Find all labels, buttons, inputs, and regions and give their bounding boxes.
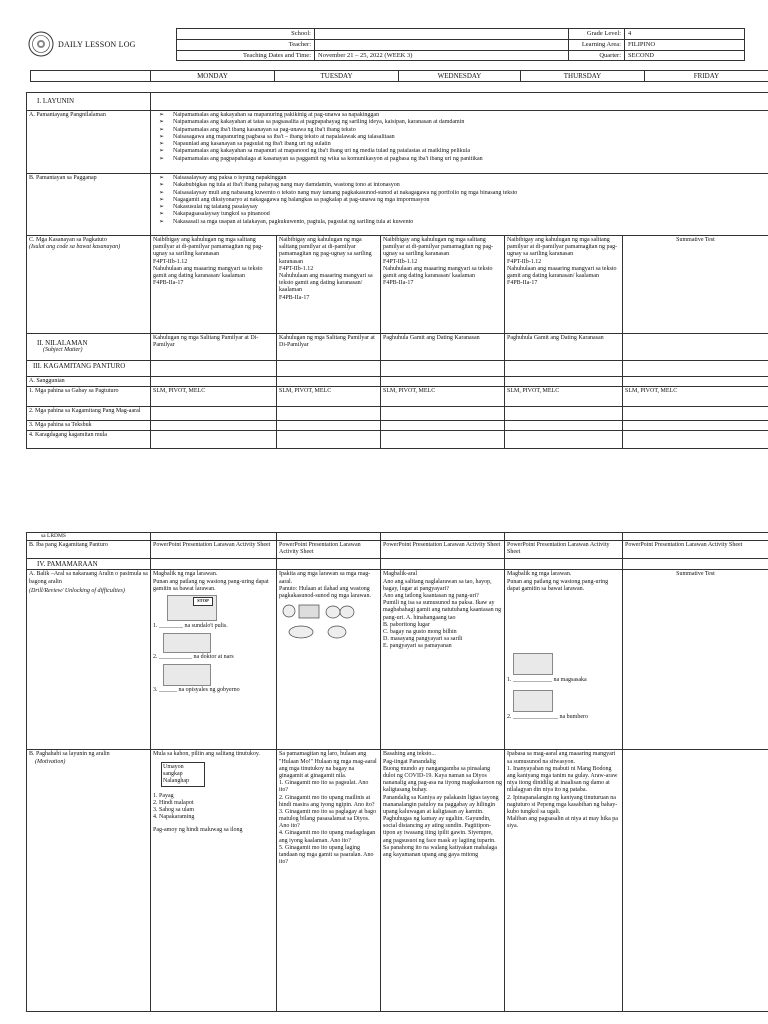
pamantayang-nilalaman-label: A. Pamantayang Pangnilalaman [27,111,151,174]
balik-aral-monday-text: Magbalik ng mga larawan. Punan ang patlang ng wastong pang-uring dapat gamitin sa bawat larawan. [153,571,269,592]
word-box-item-3: Nalanghap [163,777,189,784]
pamantayan-pagganap-item: ➢ Nagagamit ang diksiyonaryo at nakagagawa ng balangkas sa pagkalap at pag-unawa ng mga impormasyon [157,197,766,204]
balik-aral-tuesday [277,570,381,750]
balik-aral-monday [151,570,277,750]
paghahabi-monday-list-item: 1. Payag [153,793,174,800]
lesson-table-page-2 [26,532,768,1012]
r4-c1 [151,431,277,449]
dates-value: November 21 – 25, 2022 (WEEK 3) [315,50,569,61]
nilalaman-thursday: Paghuhula Gamit ang Dating Karanasan [505,334,623,361]
day-header-blank [31,71,151,82]
pamantayan-pagganap-item: ➢ Naisasalaysay ang paksa o isyung napakinggan [157,175,766,182]
day-wednesday: WEDNESDAY [399,71,521,82]
nilalaman-sub: (Subject Matter) [43,347,83,354]
r2-c2 [277,407,381,421]
teacher-label: Teacher: [177,39,315,50]
r2-c4 [505,407,623,421]
kasanayan-thursday: Naibibigay ang kahulugan ng mga salitang pamilyar at di-pamilyar pamamagitan ng pag-ugnay sa sariling karanasan F4PT-IIb-1.12 Nahuhulaan ang maaaring mangyari sa teksto gamit ang dating karanasan/ kaalaman F4PB-IIa-17 [505,236,623,334]
paghahabi-wednesday: Basahing ang teksto... Pag-iingat Panandalig Buong mundo ay nangangamba sa pinsalang dulot ng COVID-19. Kaya naman sa Diyos nananalig ang pag-asa na iiyong magkakaroon ng kaligtasang buhay. Panandalig sa Kaniya ay palakasin ligtas tayong mananalangin patuloy na paggabay ay hilingin upang kaluwagan at kaligtasan ay kamtin. Paghuhugas ng kamay ay ugaliin. Gayundin, social distancing ay ating sundin. Pagtitipon-tipon ay iwasang iiing ipilit gawin. Siyempre, ang pagsusuot ng face mask ay lagiing tuparin. Sa panahong ito na walang katiyakan mahalaga ang kayamanan upang ang gaya mitong [381,750,505,1012]
paghahabi-monday-list-item: 4. Napakaraming [153,814,195,821]
paghahabi-tuesday: Sa pamamagitan ng laro, hulaan ang "Hulaan Mo!" Hulaan ng mga mag-aaral ang mga tinutukoy na bagay na ginagamit at ginagamit nila. 1. Ginagamit mo ito sa pagsulat. Ano ito? 2. Ginagamit mo ito upang mailinis at hindi masira ang iyong ngipin. Ano ito? 3. Ginagamit mo ito sa paglagay at bago matulog bilang pasasalamat sa Diyos. Ano ito? 4. Ginagamit mo ito upang madagdagan ang iyong kaalaman. Ano ito? 5. Ginagamit mo ito upang laging tandaan ng mga gamit sa paaralan. Ano ito? [277,750,381,1012]
day-tuesday: TUESDAY [275,71,399,82]
day-header-row [30,70,768,82]
gabay-label: 1. Mga pahina sa Gabay sa Pagtuturo [27,387,151,407]
day-thursday: THURSDAY [521,71,645,82]
r3-c5 [623,421,768,431]
balik-aral-friday: Summative Test [623,570,768,750]
kagamitan-c2 [277,361,381,377]
kagamitan-c3 [381,361,505,377]
r3-c4 [505,421,623,431]
r4-c5 [623,431,768,449]
paghahabi-sub: (Motivation) [35,758,66,765]
kasanayan-title: C. Mga Kasanayan sa Pagkatuto [29,237,107,243]
gabay-monday: SLM, PIVOT, MELC [151,387,277,407]
doctor-picture [163,633,211,653]
r2-c5 [623,407,768,421]
paghahabi-monday-list [153,793,274,821]
grade-label: Grade Level: [569,29,625,40]
r3-c1 [151,421,277,431]
header-title: DAILY LESSON LOG [58,40,136,49]
p2-top-c3 [381,533,505,541]
header-logo-block [26,28,176,64]
p2-top-c4 [505,533,623,541]
school-label: School: [177,29,315,40]
iba-pang-kagamitan-label: B. Iba pang Kagamitang Panturo [27,541,151,559]
nilalaman-tuesday: Kahulugan ng mga Salitang Pamilyar at Di-Pamilyar [277,334,381,361]
paghahabi-label [27,750,151,1012]
farmer-picture [513,653,553,675]
r4-c2 [277,431,381,449]
day-friday: FRIDAY [645,71,768,82]
pamantayang-nilalaman-item: ➢ Naipamamalas ang pagpapahalaga at kasanayan sa paggamit ng wika sa komunikasyon at pagbasa ng iba't ibang uri ng panitikan [157,156,766,163]
pamantayan-pagganap-item: ➢ Nakabubigkas ng tula at iba't ibang pahayag nang may damdamin, wastong tono at intonasyon [157,182,766,189]
firefighter-picture [513,690,553,712]
quarter-value: SECOND [625,50,745,61]
area-label: Learning Area: [569,39,625,50]
kasanayan-friday: Summative Test [623,236,768,334]
kasanayan-wednesday: Naibibigay ang kahulugan ng mga salitang pamilyar at di-pamilyar pamamagitan ng pag-ugnay sa sariling karanasan F4PT-IIb-1.12 Nahuhulaan ang maaaring mangyari sa teksto gamit ang dating karanasan/ kaalaman F4PB-IIa-17 [381,236,505,334]
iba-pang-monday: PowerPoint Presentation Larawan Activity Sheet [151,541,277,559]
pam-c2 [277,559,381,570]
grade-value: 4 [625,29,745,40]
sanggunian-c1 [151,377,277,387]
area-value: FILIPINO [625,39,745,50]
paghahabi-monday-end: Pag-amoy ng hindi maluwag sa ilong [153,827,243,834]
nilalaman-friday [623,334,768,361]
r4-c3 [381,431,505,449]
nilalaman-wednesday: Paghuhula Gamit ang Dating Karanasan [381,334,505,361]
pam-c3 [381,559,505,570]
balik-aral-monday-item-3: 3. ______ na opisyales ng gobyerno [153,687,240,694]
balik-aral-monday-item-1: 1. ________ na sundalo't pulis. [153,622,228,629]
pam-c1 [151,559,277,570]
sanggunian-c5 [623,377,768,387]
kasanayan-tuesday: Naibibigay ang kahulugan ng mga salitang pamilyar at di-pamilyar pamamagitan ng pag-ugnay sa sariling karanasan F4PT-IIb-1.12 Nahuhulaan ang maaaring mangyari sa teksto gamit ang dating karanasan/ kaalaman F4PB-IIa-17 [277,236,381,334]
balik-aral-thursday-text: Magbalik ng mga larawan. Punan ang patlang ng wastong pang-uring dapat gamitin sa bawat larawan. [507,571,609,592]
school-value [315,29,569,40]
iba-pang-friday: PowerPoint Presentation Larawan Activity Sheet [623,541,768,559]
gabay-thursday: SLM, PIVOT, MELC [505,387,623,407]
gabay-friday: SLM, PIVOT, MELC [623,387,768,407]
pamantayan-pagganap-content [151,174,768,236]
balik-aral-thursday-item-2: 2. _______________ na bumbero [507,714,588,721]
balik-aral-label [27,570,151,750]
word-box-item-2: sangkap [163,770,183,777]
kagamitan-title: III. KAGAMITANG PANTURO [27,361,151,377]
r4-c4 [505,431,623,449]
r3-c3 [381,421,505,431]
egg-chicken-sequence-image [279,602,375,642]
header-table [176,28,745,61]
iba-pang-wednesday: PowerPoint Presentation Larawan Activity Sheet [381,541,505,559]
teksbuk-label: 3. Mga pahina sa Teksbuk [27,421,151,431]
pamantayang-nilalaman-item: ➢ Naipamamalas ang kakayahan sa mapanuri at mapanood ng iba't ibang uri ng media tulad ng patalastas at maikling pelikula [157,148,766,155]
p2-top-c2 [277,533,381,541]
layunin-blank [151,93,768,111]
sanggunian-c4 [505,377,623,387]
kasanayan-sub: (Isulat ang code sa bawat kasanayan) [29,244,121,251]
pamantayan-pagganap-item: ➢ Nakasasali sa mga usapan at talakayan, pagkukuwento, pagtula, pagsulat ng sariling tula at kuwento [157,219,766,226]
stop-sign-icon: STOP [193,597,213,606]
kasanayan-label [27,236,151,334]
nilalaman-title: II. NILALAMAN [37,339,88,347]
paghahabi-title: B. Paghahabi sa layunin ng aralin [29,751,110,758]
pamantayang-nilalaman-item: ➢ Naipamamalas ang kakayahan sa mapanuring pakikinig at pag-unawa sa napakinggan [157,112,766,119]
pamantayang-nilalaman-item: ➢ Napaunlad ang kasanayan sa pagsulat ng iba't ibang uri ng sulatin [157,141,766,148]
p2-top-c1 [151,533,277,541]
gabay-wednesday: SLM, PIVOT, MELC [381,387,505,407]
balik-aral-sub: (Drill/Review/ Unlocking of difficulties) [29,587,125,594]
pamantayang-nilalaman-item: ➢ Naipamamalas ang kakayahan at tatas sa pagsasalita at pagpapahayag ng sariling ideya, kaisipan, karanasan at damdamin [157,119,766,126]
iba-pang-tuesday: PowerPoint Presentation Larawan Activity Sheet [277,541,381,559]
pam-c4 [505,559,623,570]
lesson-table-page-1 [26,92,768,449]
kagamitan-c5 [623,361,768,377]
r2-c1 [151,407,277,421]
paghahabi-thursday: Ipabasa sa mag-aaral ang maaaring mangyari sa sumusunod na sitwasyon. 1. Inanyayahan ng mabuti ni Mang Bodong ang kaniyang mga tanim na gulay. Araw-araw niya itong dinidilig at inaalisan ng damo at nilalagyan din niya ito ng pataba. 2. Ipinapanalangin ng kaniyang tinuturuan na nagtuturo si Pepeng mga kasabihan ng bahay-kubo tungkol sa ugali. Maliban ang pagsasalin at niya at may hika pa siya. [505,750,623,1012]
day-monday: MONDAY [151,71,275,82]
layunin-title: I. LAYUNIN [27,93,151,111]
dates-label: Teaching Dates and Time: [177,50,315,61]
balik-aral-thursday-item-1: 1. _____________ na magsasaka [507,676,587,683]
pam-c5 [623,559,768,570]
paghahabi-monday-text: Mula sa kahon, piliin ang salitang tinutukoy. [153,751,260,758]
quarter-label: Quarter: [569,50,625,61]
kasanayan-monday: Naibibigay ang kahulugan ng mga salitang pamilyar at di-pamilyar pamamagitan ng pag-ugnay sa sariling karanasan F4PT-IIb-1.12 Nahuhulaan ang maaaring mangyari sa teksto gamit ang dating karanasan/ kaalaman F4PB-IIa-17 [151,236,277,334]
teacher-value [315,39,569,50]
pamantayan-pagganap-item: ➢ Nakasusulat ng talatang pasalaysay [157,204,766,211]
paghahabi-monday [151,750,277,1012]
lrdms-label: sa LRDMS [27,533,151,541]
police-image [153,595,274,623]
sanggunian-c3 [381,377,505,387]
sanggunian-label: A. Sanggunian [27,377,151,387]
balik-aral-tuesday-text: Ipakita ang mga larawan sa mga mag-aaral. Panuto: Hulaan at ilahad ang wastong pagkakasunod-sunod ng mga larawan. [279,571,371,599]
nilalaman-label [27,334,151,361]
pamantayang-nilalaman-content [151,111,768,174]
pamantayan-pagganap-item: ➢ Nakapagsasalaysay tungkol sa pinanood [157,211,766,218]
sanggunian-c2 [277,377,381,387]
iba-pang-thursday: PowerPoint Presentation Larawan Activity Sheet [505,541,623,559]
pamantayan-pagganap-item: ➢ Naisasalaysay muli ang nabasang kuwento o teksto nang may tamang pagkakasunod-sunod at nakagagawa ng portfolio ng mga binasang teksto [157,190,766,197]
word-box [161,762,205,788]
pamantayang-nilalaman-item: ➢ Naisasagawa ang mapanuring pagbasa sa iba't – ibang teksto at napalalawak ang talasalitaan [157,134,766,141]
paghahabi-monday-list-item: 3. Sahog sa ulam [153,807,194,814]
balik-aral-monday-item-2: 2. ___________ na doktor at nars [153,654,234,661]
r3-c2 [277,421,381,431]
deped-seal-icon [28,31,54,57]
pamamaraan-title: IV. PAMAMARAAN [27,559,151,570]
balik-aral-thursday [505,570,623,750]
nilalaman-monday: Kahulugan ng mga Salitang Pamilyar at Di-Pamilyar [151,334,277,361]
word-box-item-1: Umayon [163,763,184,770]
paghahabi-friday [623,750,768,1012]
kagamitang-pang-mag-aaral-label: 2. Mga pahina sa Kagamitang Pang Mag-aaral [27,407,151,421]
balik-aral-title: A. Balik –Aral sa nakaraang Aralin o pasimula sa bagong aralin [29,571,148,585]
p2-top-c5 [623,533,768,541]
r2-c3 [381,407,505,421]
paghahabi-monday-list-item: 2. Hindi malapot [153,800,194,807]
officials-picture [163,664,211,686]
karagdagang-label: 4. Karagdagang kagamitan mula [27,431,151,449]
gabay-tuesday: SLM, PIVOT, MELC [277,387,381,407]
pamantayang-nilalaman-item: ➢ Naipamamalas ang iba't ibang kasanayan sa pag-unawa ng iba't ibang teksto [157,127,766,134]
balik-aral-wednesday: Magbalik-aral Ano ang salitang naglalarawan sa tao, hayop, bagay, lugar at pangyayari? Ano ang tatlong kaantasan ng pang-uri? Pumili ng isa sa sumusunod na paksa. Ikaw ay magbabahagi gamit ang natutuhang kaantasan ng pang-uri. A. hinahangaang tao B. paboritong lugar C. bagay na gusto mong bilhin D. masayang pangyayari sa sarili E. pangyayari sa pamayanan [381,570,505,750]
pamantayan-pagganap-label: B. Pamantayan sa Pagganap [27,174,151,236]
kagamitan-c4 [505,361,623,377]
kagamitan-c1 [151,361,277,377]
